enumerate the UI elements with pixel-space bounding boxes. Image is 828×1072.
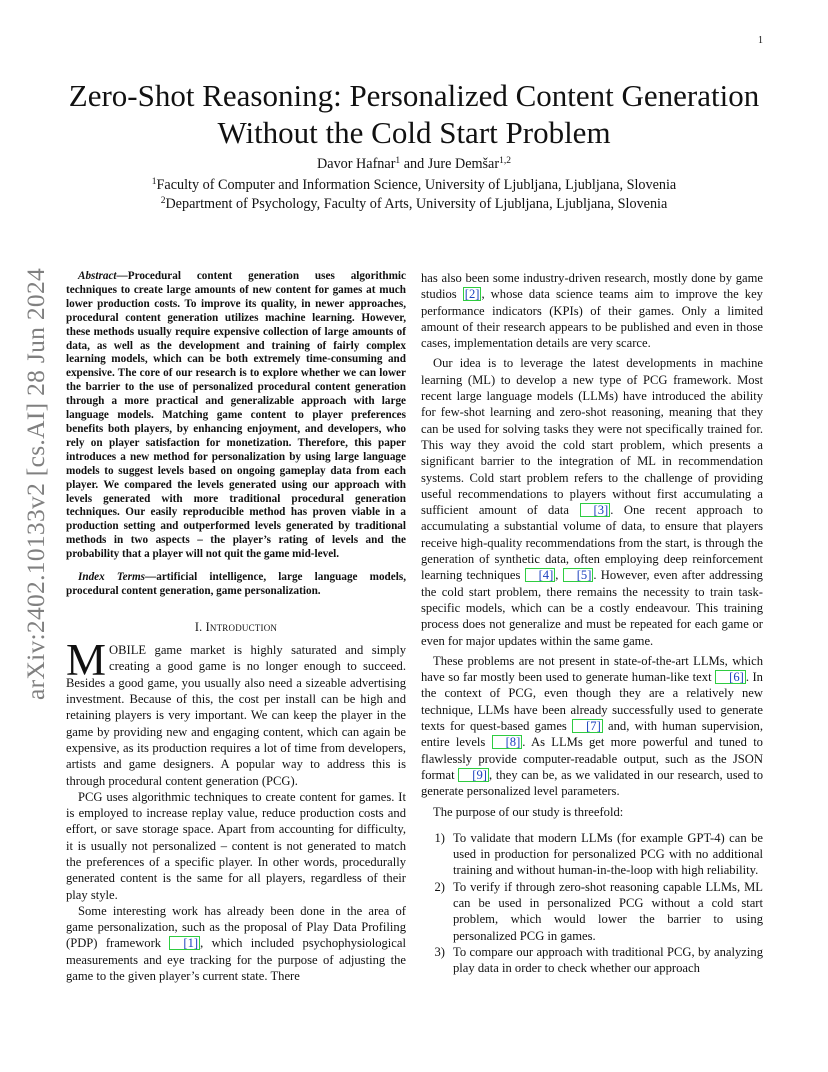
- citation-box: [563, 568, 594, 582]
- paragraph-text: . In the context of PCG, even though they are a relatively new technique, LLMs have been already successfully used to generate texts for quest-based games: [421, 670, 763, 734]
- citation-link[interactable]: [ 9 ]: [472, 768, 487, 782]
- paragraph-text: These problems are not present in state-of-the-art LLMs, which have so far mostly been used to generate human-like text: [421, 653, 763, 685]
- arxiv-stamp-text[interactable]: arXiv:2402.10133v2 [cs.AI] 28 Jun 2024: [21, 267, 50, 701]
- paragraph: [421, 270, 763, 351]
- citation-box: [458, 768, 489, 782]
- list-text: To validate that modern LLMs (for example GPT-4) can be used in production for personalized PCG with no additional training and without human-in-the-loop with high reliability.: [453, 830, 763, 878]
- paragraph: [421, 355, 763, 648]
- citation-link[interactable]: [ 3 ]: [594, 503, 609, 517]
- affiliation-text: Faculty of Computer and Information Science, University of Ljubljana, Ljubljana, Slovenia: [156, 177, 677, 193]
- drop-cap: M: [66, 635, 107, 686]
- paragraph-text: , they can be, as we validated in our research, used to generate personalized level parameters.: [421, 767, 763, 799]
- paragraph: PCG uses algorithmic techniques to create content for games. It is employed to increase replay value, reduce production costs and effort, or save storage space. Apart from accounting for difficulty, it is usually not personalized – content is not generated to match the preferences of a specific player. In other words, procedurally generated content is the same for all players, regardless of their play style.: [66, 789, 406, 902]
- citation-box: [580, 503, 611, 517]
- affiliation-sup: 2: [160, 196, 166, 206]
- section-heading: [66, 619, 406, 635]
- paragraph: The purpose of our study is threefold:: [433, 804, 624, 819]
- list-item: [421, 879, 763, 944]
- citation-link[interactable]: [ 5 ]: [577, 568, 592, 582]
- citation-link[interactable]: [ 6 ]: [729, 670, 744, 684]
- list-item: [421, 830, 763, 879]
- list-number: 1): [434, 830, 445, 845]
- paragraph-text: . One recent approach to accumulating a substantial volume of data, to ensure that players receive high-quality recommendations from the start, is through the generation of synthetic data, often employing deep reinforcement learning techniques: [421, 503, 763, 583]
- paragraph-text: has also been some industry-driven research, mostly done by game studios: [421, 271, 763, 302]
- list-item: [421, 944, 763, 977]
- affiliation: [0, 177, 828, 194]
- list-number: 2): [434, 879, 445, 894]
- index-terms-text: —artificial intelligence, large language models, procedural content generation, game personalization.: [66, 571, 406, 597]
- paragraph-text: . However, even after addressing the cold start problem, there remains the necessity to train task-specific models, which can be a costly endeavour. This training process does not generalize and must be repeated for each game or even for major updates within the same game.: [421, 568, 763, 648]
- index-terms: [66, 571, 406, 599]
- citation-link[interactable]: [ 8 ]: [506, 735, 521, 749]
- citation-box: [572, 719, 603, 733]
- list-text: To verify if through zero-shot reasoning capable LLMs, ML can be used in personalized PCG without a cold start problem, which would lower the barrier to using personalized PCG in games.: [453, 879, 763, 943]
- citation-link[interactable]: [ 1 ]: [183, 936, 198, 950]
- author-affil-sup: 1: [395, 156, 401, 166]
- abstract-label: Abstract: [78, 270, 117, 282]
- citation-box: [525, 568, 559, 583]
- author-affil-sup: 1,2: [499, 156, 511, 166]
- paragraph: [421, 653, 763, 800]
- left-column: [66, 270, 406, 984]
- citation-link[interactable]: [ 2 ]: [465, 287, 480, 301]
- paragraph-text: ,: [555, 568, 559, 583]
- paragraph-text: Some interesting work has already been done in the area of game personalization, such as the proposal of Play Data Profiling (PDP) framework: [66, 903, 406, 951]
- paragraph-text: , whose data science teams aim to improve the key performance indicators (KPIs) of their games. Only a limited amount of their research appears to be published and even in those cases, implementation details are very scarce.: [421, 287, 763, 351]
- citation-box: [715, 670, 746, 684]
- abstract-text: —Procedural content generation uses algorithmic techniques to create large amounts of new content for games at much lower production costs. To improve its quality, in newer approaches, procedural content generation utilizes machine learning. However, these methods usually require expensive collection of large amounts of data, as well as the development and training of fairly complex learning models, which can be both extremely time-consuming and expensive. The core of our research is to explore whether we can lower the barrier to the use of personalized procedural content generation through a more practical and generalizable approach with large language models. Matching game content to player preferences benefits both players, by enhancing enjoyment, and developers, who rely on player satisfaction for monetization. Therefore, this paper introduces a new method for personalization by using large language models to suggest levels based on ongoing gameplay data from each player. We compared the levels generated using our approach with levels generated with more traditional procedural generation techniques. Our easily reproducible method has proven viable in a production setting and outperformed levels generated by traditional methods in two aspects – the player’s rating of levels and the probability that a player will not quit the game mid-level.: [66, 270, 406, 561]
- paragraph: [66, 635, 406, 789]
- numbered-list: [421, 830, 763, 977]
- paper-title: Zero-Shot Reasoning: Personalized Content Generation Without the Cold Start Problem: [68, 78, 760, 150]
- right-column: [421, 270, 763, 976]
- affiliation-text: Department of Psychology, Faculty of Arts, University of Ljubljana, Ljubljana, Slovenia: [165, 196, 668, 212]
- paragraph-text: OBILE game market is highly saturated and simply creating a good game is no longer enough to succeed. Besides a good game, you usually also need a sizeable advertising investment. Because of this, the cost per install can be high and retaining players is very important. We can keep the player in the game by providing new and engaging content, which can again be expensive, as its production requires a lot of time from developers, artists and game designers. A popular way to address this is through procedural content generation (PCG).: [66, 643, 406, 788]
- list-text: To compare our approach with traditional PCG, by analyzing play data in order to check whether our approach: [453, 944, 763, 976]
- affiliation: [0, 196, 828, 213]
- citation-box: [492, 735, 523, 749]
- citation-box: [463, 287, 482, 301]
- paragraph-text: Our idea is to leverage the latest developments in machine learning (ML) to develop a new type of PCG framework. Most recent large language models (LLMs) have introduced the ability for few-shot learning and zero-shot reasoning, meaning that they can be used for solving tasks they were not specifically trained for. This way they avoid the cold start problem, which presents a significant barrier to the integration of ML in recommendation systems. Cold start problem refers to the challenge of providing useful recommendations to players without first accumulating a sufficient amount of data: [421, 356, 763, 518]
- paragraph-text: , which included psychophysiological measurements and eye tracking for the purpose of adjusting the game to the given player’s current state. There: [66, 936, 406, 984]
- paragraph: [66, 903, 406, 984]
- paragraph-text: and, with human supervision, entire levels: [421, 719, 763, 750]
- citation-link[interactable]: [ 7 ]: [586, 719, 601, 733]
- list-number: 3): [434, 944, 445, 959]
- citation-box: [169, 936, 200, 950]
- index-terms-label: Index Terms: [78, 571, 146, 584]
- paragraph-text: . As LLMs get more powerful and tuned to flawlessly provide computer-readable output, such as the JSON format: [421, 735, 763, 782]
- author-conjunction: and: [403, 156, 425, 172]
- affiliation-sup: 1: [151, 177, 157, 187]
- citation-link[interactable]: [ 4 ]: [539, 568, 554, 582]
- abstract: [66, 270, 406, 562]
- section-title: Introduction: [205, 619, 278, 634]
- page-number: 1: [758, 35, 763, 46]
- author-name: Jure Demšar: [427, 156, 500, 172]
- author-line: [0, 156, 828, 173]
- section-numeral: I.: [194, 619, 203, 634]
- author-name: Davor Hafnar: [317, 156, 396, 172]
